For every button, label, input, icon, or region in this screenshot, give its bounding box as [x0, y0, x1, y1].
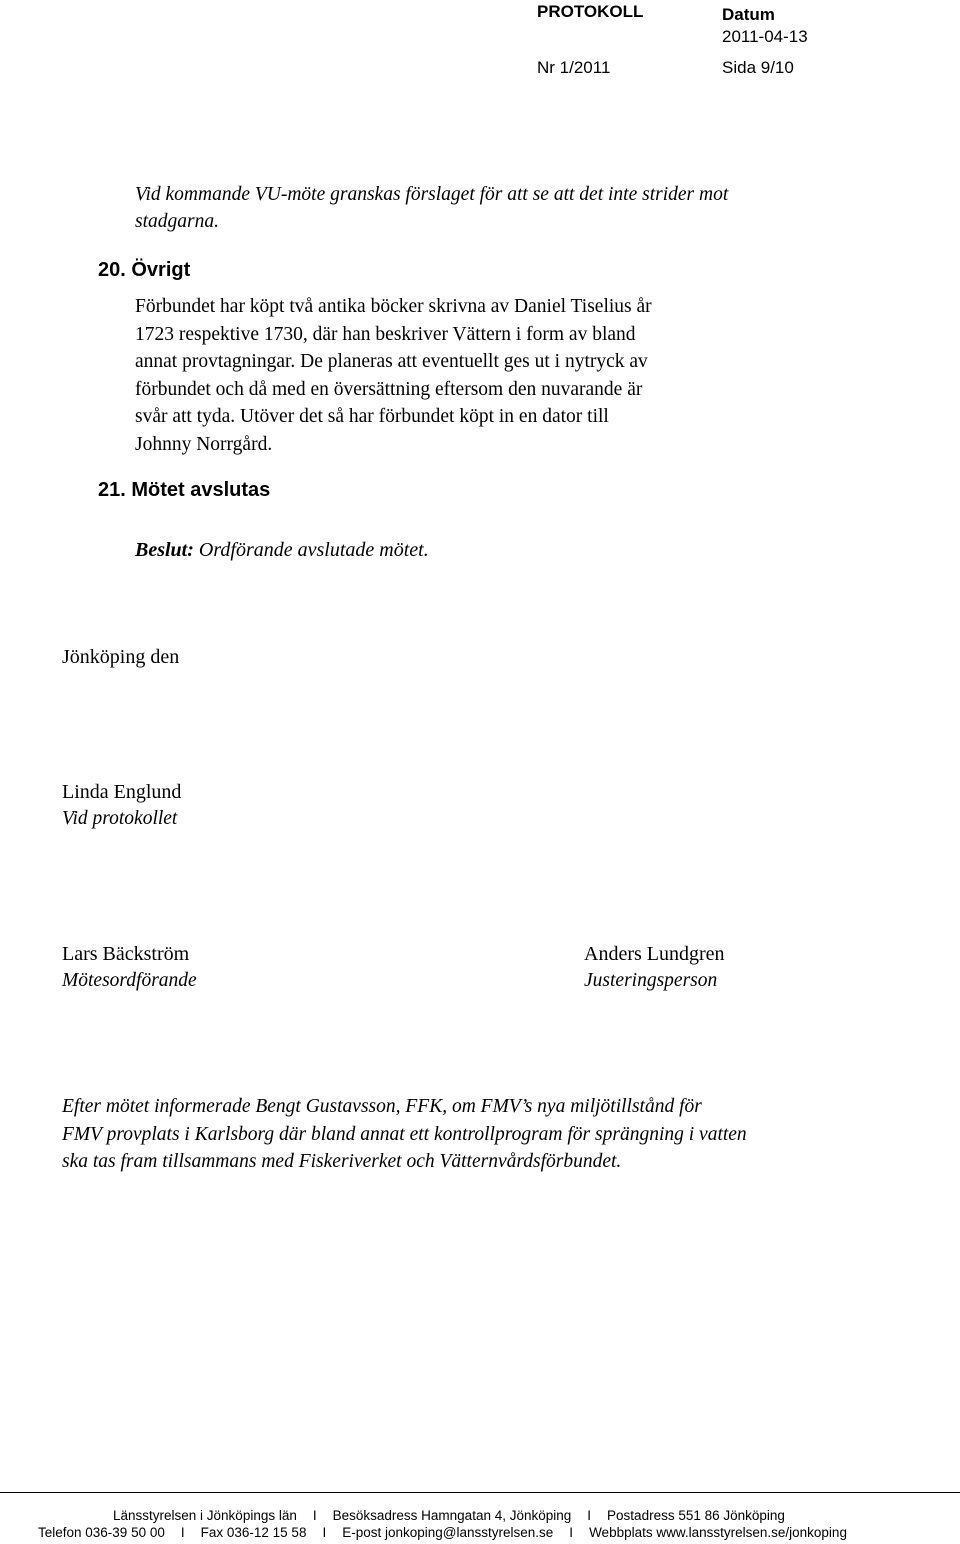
text-line: stadgarna.: [135, 211, 219, 232]
footer-separator: I: [180, 1525, 185, 1540]
item21-heading: 21. Mötet avslutas: [98, 479, 271, 501]
page-number: Sida 9/10: [722, 58, 794, 77]
footer-line-2: [38, 1525, 847, 1540]
secretary-name: Linda Englund: [62, 781, 182, 803]
chair-role: Mötesordförande: [62, 970, 197, 991]
adjuster-role: Justeringsperson: [584, 970, 718, 991]
footer-separator: I: [569, 1525, 574, 1540]
protocol-number: Nr 1/2011: [537, 58, 611, 77]
footer-separator: I: [312, 1508, 317, 1523]
footer-org: Länsstyrelsen i Jönköpings län: [113, 1508, 297, 1523]
footer-postal-address: Postadress 551 86 Jönköping: [607, 1508, 785, 1523]
footer-phone: Telefon 036-39 50 00: [38, 1525, 165, 1540]
footer-website[interactable]: Webbplats www.lansstyrelsen.se/jonkoping: [589, 1525, 847, 1540]
text-line: svår att tyda. Utöver det så har förbundet köpt in en dator till: [135, 406, 609, 427]
text-line: Johnny Norrgård.: [135, 433, 273, 455]
chair-name: Lars Bäckström: [62, 943, 190, 965]
document-type: PROTOKOLL: [537, 2, 644, 21]
item20-body: [135, 293, 775, 458]
secretary-role: Vid protokollet: [62, 808, 178, 829]
date-label: Datum: [722, 5, 775, 24]
footer-line-1: [113, 1508, 785, 1523]
text-line: Vid kommande VU-möte granskas förslaget för att se att det inte strider mot: [135, 184, 729, 205]
text-line: Efter mötet informerade Bengt Gustavsson, FFK, om FMV’s nya miljötillstånd för: [62, 1096, 702, 1117]
text-line: FMV provplats i Karlsborg där bland annat ett kontrollprogram för sprängning i vatten: [62, 1123, 747, 1145]
text-line: annat provtagningar. De planeras att eventuellt ges ut i nytryck av: [135, 351, 648, 372]
date-value: 2011-04-13: [722, 27, 808, 46]
footer-fax: Fax 036-12 15 58: [200, 1525, 307, 1540]
footer-email[interactable]: E-post jonkoping@lansstyrelsen.se: [342, 1525, 554, 1540]
text-line: ska tas fram tillsammans med Fiskeriverket och Vätternvårdsförbundet.: [62, 1151, 622, 1172]
item20-heading: 20. Övrigt: [98, 259, 191, 281]
decision-text: Ordförande avslutade mötet.: [193, 539, 429, 561]
text-line: Förbundet har köpt två antika böcker skrivna av Daniel Tiselius år: [135, 296, 652, 317]
adjuster-name: Anders Lundgren: [584, 943, 725, 965]
item19-decision-text: [135, 181, 775, 235]
footer-visit-address: Besöksadress Hamngatan 4, Jönköping: [332, 1508, 572, 1523]
footer-separator: I: [587, 1508, 592, 1523]
closing-note: [62, 1093, 822, 1176]
item21-decision: [135, 539, 429, 562]
decision-label: Beslut:: [135, 539, 194, 561]
footer-divider: [0, 1492, 960, 1493]
place-date: Jönköping den: [62, 646, 180, 668]
footer-separator: I: [322, 1525, 327, 1540]
text-line: förbundet och då med en översättning eftersom den nuvarande är: [135, 378, 643, 400]
text-line: 1723 respektive 1730, där han beskriver Vättern i form av bland: [135, 323, 636, 345]
